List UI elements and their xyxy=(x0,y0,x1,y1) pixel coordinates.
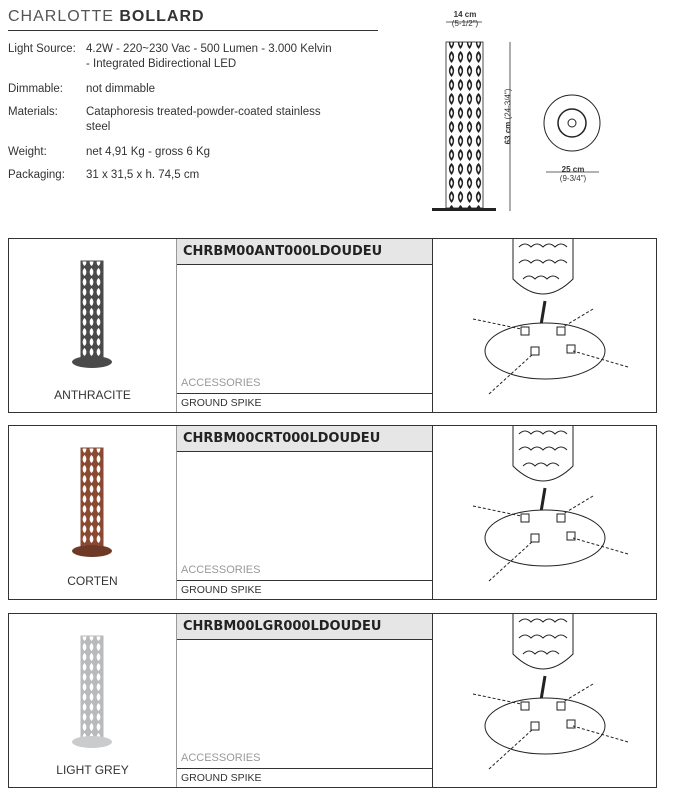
spec-value: 31 x 31,5 x h. 74,5 cm xyxy=(86,169,200,181)
product-code: CHRBM00LGR000LDOUDEU xyxy=(177,614,433,640)
bollard-image xyxy=(67,444,117,559)
page-title xyxy=(8,8,205,26)
variant-info-cell xyxy=(176,426,433,599)
accessories-divider xyxy=(177,393,433,394)
dimension-drawing xyxy=(420,8,620,218)
spec-key: Dimmable: xyxy=(8,83,63,95)
title-divider xyxy=(8,30,378,31)
variant-image-cell xyxy=(9,239,176,412)
bollard-elevation xyxy=(446,42,483,208)
spec-value: Cataphoresis treated-powder-coated stainless steel xyxy=(86,106,321,133)
installation-diagram xyxy=(433,239,658,412)
accessory-ground-spike: GROUND SPIKE xyxy=(181,772,262,784)
title-light: CHARLOTTE xyxy=(8,8,120,25)
variant-info-cell xyxy=(176,239,433,412)
installation-diagram-cell xyxy=(432,614,658,787)
variant-panel-light-grey xyxy=(8,613,657,788)
color-name: LIGHT GREY xyxy=(56,763,129,777)
variant-panel-corten xyxy=(8,425,657,600)
accessory-ground-spike: GROUND SPIKE xyxy=(181,584,262,596)
accessories-label: ACCESSORIES xyxy=(181,564,261,576)
product-code: CHRBM00ANT000LDOUDEU xyxy=(177,239,433,265)
variant-image-cell xyxy=(9,614,176,787)
installation-diagram xyxy=(433,614,658,787)
spec-value: 4.2W - 220~230 Vac - 500 Lumen - 3.000 Kelvin - Integrated Bidirectional LED xyxy=(86,43,332,70)
title-bold: BOLLARD xyxy=(119,8,205,25)
bollard-base xyxy=(432,208,496,211)
spec-key: Light Source: xyxy=(8,43,76,55)
color-name: CORTEN xyxy=(67,574,118,588)
variant-panel-anthracite xyxy=(8,238,657,413)
accessory-ground-spike: GROUND SPIKE xyxy=(181,397,262,409)
spec-key: Packaging: xyxy=(8,169,65,181)
bollard-image xyxy=(67,632,117,750)
accessories-label: ACCESSORIES xyxy=(181,377,261,389)
spec-value: net 4,91 Kg - gross 6 Kg xyxy=(86,146,211,158)
accessories-label: ACCESSORIES xyxy=(181,752,261,764)
product-code: CHRBM00CRT000LDOUDEU xyxy=(177,426,433,452)
installation-diagram-cell xyxy=(432,239,658,412)
bollard-image xyxy=(67,257,117,369)
width-label: 14 cm (5-1/2") xyxy=(451,10,479,28)
installation-diagram xyxy=(433,426,658,599)
height-label: 63 cm (24-3/4") xyxy=(503,88,513,145)
spec-value: not dimmable xyxy=(86,83,156,95)
variant-image-cell xyxy=(9,426,176,599)
installation-diagram-cell xyxy=(432,426,658,599)
spec-key: Weight: xyxy=(8,146,47,158)
base-label: 25 cm (9-3/4") xyxy=(559,165,587,183)
variant-info-cell xyxy=(176,614,433,787)
accessories-divider xyxy=(177,580,433,581)
spec-key: Materials: xyxy=(8,106,58,118)
accessories-divider xyxy=(177,768,433,769)
color-name: ANTHRACITE xyxy=(54,388,131,402)
